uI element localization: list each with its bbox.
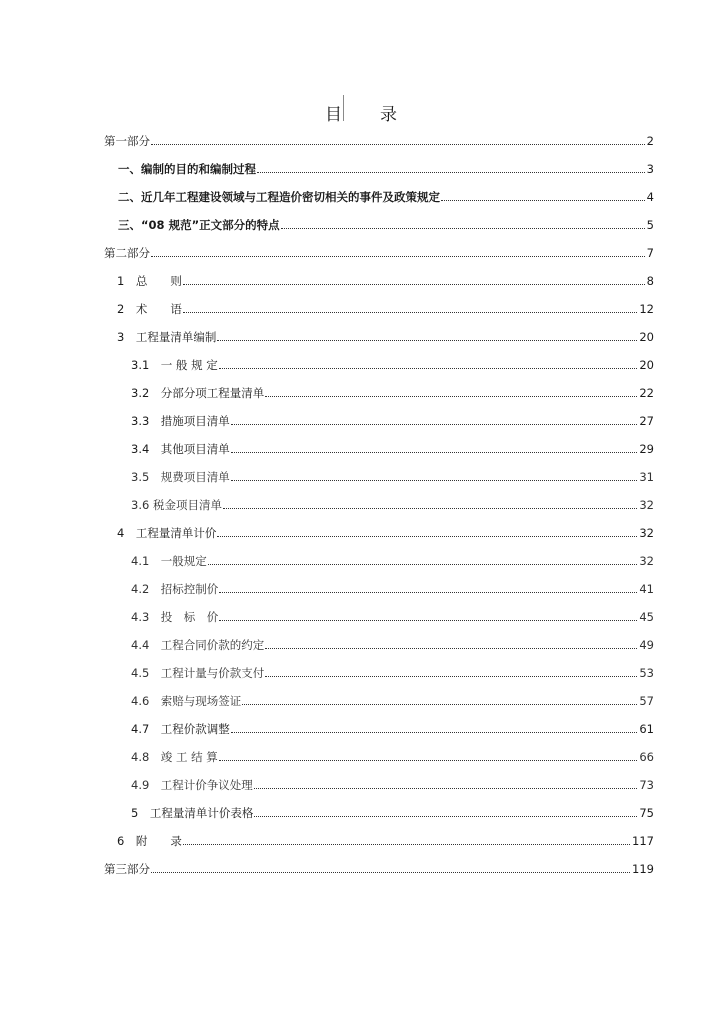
toc-label: 第一部分 [104,134,150,148]
toc-entry[interactable] [131,576,654,596]
toc-leader [151,256,645,257]
toc-page-number: 20 [639,358,654,372]
toc-page-number: 32 [639,498,654,512]
toc-page-number: 66 [639,750,654,764]
toc-label: 第二部分 [104,246,150,260]
toc-page-number: 53 [639,666,654,680]
toc-label: 4.6 索赔与现场签证 [131,694,242,708]
toc-leader [231,424,638,425]
toc-entry[interactable] [131,660,654,680]
toc-leader [231,732,638,733]
toc-leader [219,368,638,369]
toc-leader [183,312,638,313]
toc-entry[interactable] [131,716,654,736]
toc-leader [208,564,638,565]
toc-page-number: 32 [639,554,654,568]
toc-entry[interactable] [131,492,654,512]
toc-entry[interactable] [131,632,654,652]
toc-entry-part-3[interactable] [104,856,654,876]
toc-entry[interactable] [118,184,654,204]
toc-label: 4.1 一般规定 [131,554,207,568]
toc-page-number: 41 [639,582,654,596]
toc-entry[interactable] [117,268,654,288]
toc-entry[interactable] [131,548,654,568]
toc-label: 第三部分 [104,862,150,876]
toc-page-number: 27 [639,414,654,428]
toc-leader [223,508,637,509]
toc-leader [242,704,637,705]
toc-label: 3.5 规费项目清单 [131,470,230,484]
toc-page-number: 61 [639,722,654,736]
toc-entry[interactable] [131,744,654,764]
toc-entry[interactable] [131,604,654,624]
toc-entry[interactable] [131,408,654,428]
toc-page-number: 32 [639,526,654,540]
toc-leader [257,172,645,173]
toc-label: 3.2 分部分项工程量清单 [131,386,265,400]
toc-entry[interactable] [131,436,654,456]
toc-entry[interactable] [131,772,654,792]
toc-entry[interactable] [131,688,654,708]
toc-label: 二、近几年工程建设领域与工程造价密切相关的事件及政策规定 [118,190,440,204]
toc-leader [231,452,638,453]
page-title [0,100,724,125]
toc-label: 4.2 招标控制价 [131,582,219,596]
toc-page-number: 3 [646,162,654,176]
toc-leader [219,760,638,761]
toc-label: 5 工程量清单计价表格 [131,806,254,820]
toc-entry[interactable] [118,212,654,232]
title-part-2: 录 [380,105,399,125]
toc-page-number: 29 [639,442,654,456]
toc-entry-part-1[interactable] [104,128,654,148]
toc-page-number: 2 [646,134,654,148]
toc-label: 4 工程量清单计价 [117,526,217,540]
toc-label: 三、“08 规范”正文部分的特点 [118,218,280,232]
toc-page-number: 57 [639,694,654,708]
toc-page-number: 119 [632,862,654,876]
toc-page-number: 8 [646,274,654,288]
toc-page-number: 73 [639,778,654,792]
toc-leader [217,536,637,537]
toc-leader [254,788,638,789]
toc-entry[interactable] [117,520,654,540]
toc-entry[interactable] [131,800,654,820]
toc-label: 4.3 投 标 价 [131,610,219,624]
toc-page-number: 45 [639,610,654,624]
toc-label: 3.4 其他项目清单 [131,442,230,456]
toc-page-number: 7 [646,246,654,260]
toc-leader [183,844,630,845]
toc-label: 3.1 一 般 规 定 [131,358,218,372]
toc-entry-part-2[interactable] [104,240,654,260]
toc-entry[interactable] [118,156,654,176]
toc-page-number: 117 [632,834,654,848]
toc-entry[interactable] [131,352,654,372]
title-part-1: 目 [325,105,344,125]
toc-label: 4.5 工程计量与价款支付 [131,666,265,680]
toc-page-number: 12 [639,302,654,316]
toc-leader [265,396,637,397]
toc-label: 4.8 竣 工 结 算 [131,750,218,764]
toc-page-number: 75 [639,806,654,820]
toc-leader [254,816,637,817]
toc-label: 6 附 录 [117,834,182,848]
toc-entry[interactable] [117,828,654,848]
toc-leader [219,620,637,621]
toc-label: 2 术 语 [117,302,182,316]
toc-entry[interactable] [117,324,654,344]
toc-leader [231,480,638,481]
toc-label: 1 总 则 [117,274,182,288]
toc-page-number: 31 [639,470,654,484]
toc-label: 4.7 工程价款调整 [131,722,230,736]
toc-label: 4.4 工程合同价款的约定 [131,638,265,652]
toc-page-number: 22 [639,386,654,400]
toc-leader [217,340,637,341]
toc-label: 4.9 工程计价争议处理 [131,778,253,792]
toc-page-number: 5 [646,218,654,232]
toc-leader [281,228,645,229]
toc-label: 3 工程量清单编制 [117,330,217,344]
toc-leader [151,872,630,873]
toc-page-number: 4 [646,190,654,204]
toc-label: 3.6 税金项目清单 [131,498,222,512]
toc-leader [265,676,637,677]
toc-label: 3.3 措施项目清单 [131,414,230,428]
toc-label: 一、编制的目的和编制过程 [118,162,256,176]
toc-page-number: 49 [639,638,654,652]
toc-page-number: 20 [639,330,654,344]
toc-leader [219,592,637,593]
toc-leader [151,144,645,145]
toc-leader [183,284,645,285]
toc-entry[interactable] [131,380,654,400]
toc-leader [441,200,645,201]
toc-leader [265,648,637,649]
toc-entry[interactable] [117,296,654,316]
toc-entry[interactable] [131,464,654,484]
